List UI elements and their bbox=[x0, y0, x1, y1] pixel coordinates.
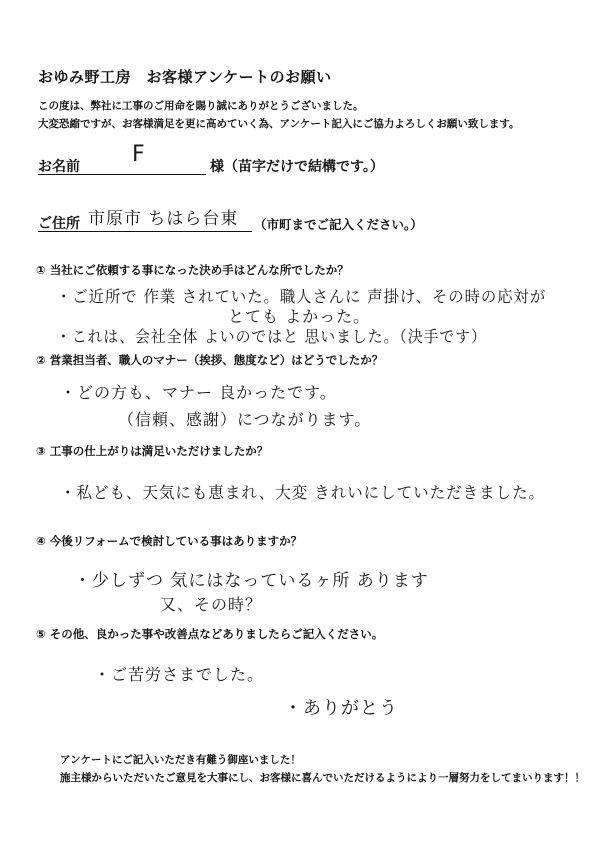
answer-5-line-2[interactable]: ・ありがとう bbox=[284, 698, 398, 719]
name-value[interactable]: F bbox=[132, 142, 146, 167]
answer-4-line-2[interactable]: 又、その時？ bbox=[160, 595, 263, 614]
address-underline bbox=[38, 231, 252, 232]
footer-thanks: アンケートにご記入いただき有難う御座いました！ bbox=[60, 754, 301, 766]
address-label: ご住所 bbox=[38, 216, 80, 232]
footer-commitment: 施主様からいただいたご意見を大事にし、お客様に喜んでいただけるようにより一層努力をしてまいります！！ bbox=[60, 772, 585, 784]
name-underline bbox=[38, 174, 206, 175]
question-1: ① 当社にご依頼する事になった決め手はどんな所でしたか？ bbox=[36, 263, 349, 277]
question-3: ③ 工事の仕上がりは満足いただけましたか？ bbox=[36, 444, 269, 458]
name-label: お名前 bbox=[38, 159, 80, 175]
question-5: ⑤ その他、良かった事や改善点などありましたらご記入ください。 bbox=[36, 627, 384, 641]
intro-line-2: 大変恐縮ですが、お客様満足を更に高めていく為、アンケート記入にご協力よろしくお願い致します。 bbox=[38, 118, 520, 130]
answer-5-line-1[interactable]: ・ご苦労さまでした。 bbox=[94, 665, 265, 684]
address-note: （市町までご記入ください。） bbox=[254, 217, 423, 232]
name-suffix: 様（苗字だけで結構です。） bbox=[210, 159, 384, 175]
answer-1-line-2[interactable]: とても よかった。 bbox=[228, 307, 371, 326]
page-title: おゆみ野工房 お客様アンケートのお願い bbox=[38, 68, 332, 86]
answer-1-line-1[interactable]: ・ご近所で 作業 されていた。職人さんに 声掛け、その時の応対が bbox=[56, 287, 547, 306]
answer-2-line-1[interactable]: ・どの方も、マナー 良かったです。 bbox=[60, 383, 337, 402]
answer-2-line-2[interactable]: （信頼、感謝）につながります。 bbox=[118, 410, 372, 429]
answer-3-line-1[interactable]: ・私ども、天気にも恵まれ、大変 きれいにしていただきました。 bbox=[60, 483, 546, 502]
question-2: ② 営業担当者、職人のマナー（挨拶、態度など）はどうでしたか？ bbox=[36, 353, 384, 367]
address-value[interactable]: 市原市 ちはら台東 bbox=[88, 209, 239, 229]
question-4: ④ 今後リフォームで検討している事はありますか？ bbox=[36, 534, 303, 548]
answer-4-line-1[interactable]: ・少しずつ 気にはなっているヶ所 あります bbox=[74, 571, 429, 591]
answer-1-line-3[interactable]: ・これは、会社全体 よいのではと 思いました。（決手です） bbox=[56, 327, 487, 346]
intro-line-1: この度は、弊社に工事のご用命を賜り誠にありがとうございました。 bbox=[38, 100, 364, 112]
